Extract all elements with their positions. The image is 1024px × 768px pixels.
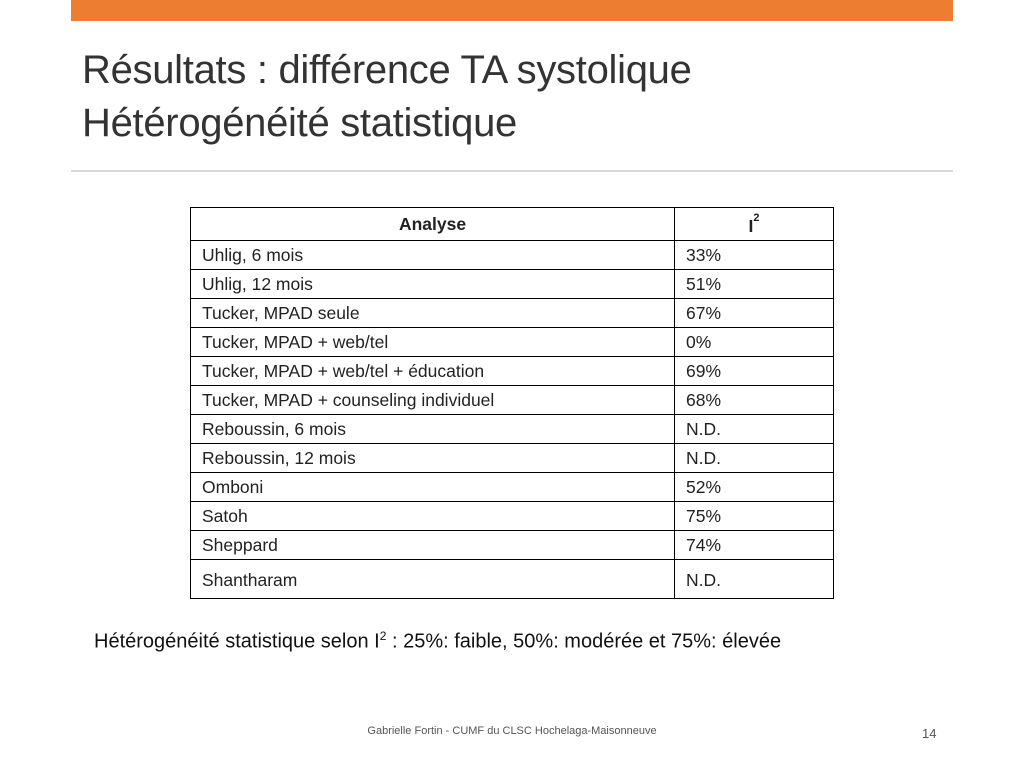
cell-value: 0% bbox=[675, 327, 834, 356]
cell-analysis: Tucker, MPAD + counseling individuel bbox=[191, 385, 675, 414]
header-i2 bbox=[675, 208, 834, 241]
table-row bbox=[191, 269, 834, 298]
note-prefix: Hétérogénéité statistique selon I bbox=[94, 630, 380, 653]
cell-value: N.D. bbox=[675, 414, 834, 443]
table-row bbox=[191, 385, 834, 414]
slide-title-line-1: Résultats : différence TA systolique bbox=[82, 48, 692, 92]
cell-value: N.D. bbox=[675, 559, 834, 598]
cell-analysis: Tucker, MPAD + web/tel bbox=[191, 327, 675, 356]
cell-value: 75% bbox=[675, 501, 834, 530]
table-row bbox=[191, 472, 834, 501]
cell-analysis: Reboussin, 6 mois bbox=[191, 414, 675, 443]
cell-analysis: Tucker, MPAD + web/tel + éducation bbox=[191, 356, 675, 385]
note-suffix: : 25%: faible, 50%: modérée et 75%: élevée bbox=[386, 630, 782, 653]
slide-title-line-2: Hétérogénéité statistique bbox=[82, 101, 518, 145]
top-accent-bar bbox=[71, 0, 953, 21]
header-i2-sup: 2 bbox=[753, 212, 760, 224]
cell-value: 67% bbox=[675, 298, 834, 327]
table-header-row bbox=[191, 208, 834, 241]
cell-value: 52% bbox=[675, 472, 834, 501]
cell-value: 33% bbox=[675, 240, 834, 269]
heterogeneity-note bbox=[94, 629, 781, 654]
cell-analysis: Omboni bbox=[191, 472, 675, 501]
header-i2-base: I bbox=[748, 215, 754, 236]
cell-analysis: Satoh bbox=[191, 501, 675, 530]
table-row bbox=[191, 501, 834, 530]
cell-analysis: Reboussin, 12 mois bbox=[191, 443, 675, 472]
cell-analysis: Shantharam bbox=[191, 559, 675, 598]
table-row bbox=[191, 298, 834, 327]
results-table bbox=[190, 207, 834, 599]
cell-value: 69% bbox=[675, 356, 834, 385]
table-row bbox=[191, 443, 834, 472]
table-row bbox=[191, 327, 834, 356]
footer-text: Gabrielle Fortin - CUMF du CLSC Hochelaga-Maisonneuve bbox=[367, 725, 657, 737]
title-divider bbox=[71, 170, 953, 172]
cell-analysis: Sheppard bbox=[191, 530, 675, 559]
cell-value: N.D. bbox=[675, 443, 834, 472]
note-sup: 2 bbox=[379, 629, 387, 643]
cell-analysis: Uhlig, 6 mois bbox=[191, 240, 675, 269]
header-analysis: Analyse bbox=[191, 208, 675, 241]
table-row bbox=[191, 414, 834, 443]
table-row bbox=[191, 530, 834, 559]
cell-analysis: Uhlig, 12 mois bbox=[191, 269, 675, 298]
page-number: 14 bbox=[922, 726, 937, 741]
table-row bbox=[191, 240, 834, 269]
slide-title bbox=[82, 44, 692, 150]
cell-value: 68% bbox=[675, 385, 834, 414]
cell-value: 51% bbox=[675, 269, 834, 298]
table-row bbox=[191, 356, 834, 385]
cell-value: 74% bbox=[675, 530, 834, 559]
table-row bbox=[191, 559, 834, 598]
cell-analysis: Tucker, MPAD seule bbox=[191, 298, 675, 327]
